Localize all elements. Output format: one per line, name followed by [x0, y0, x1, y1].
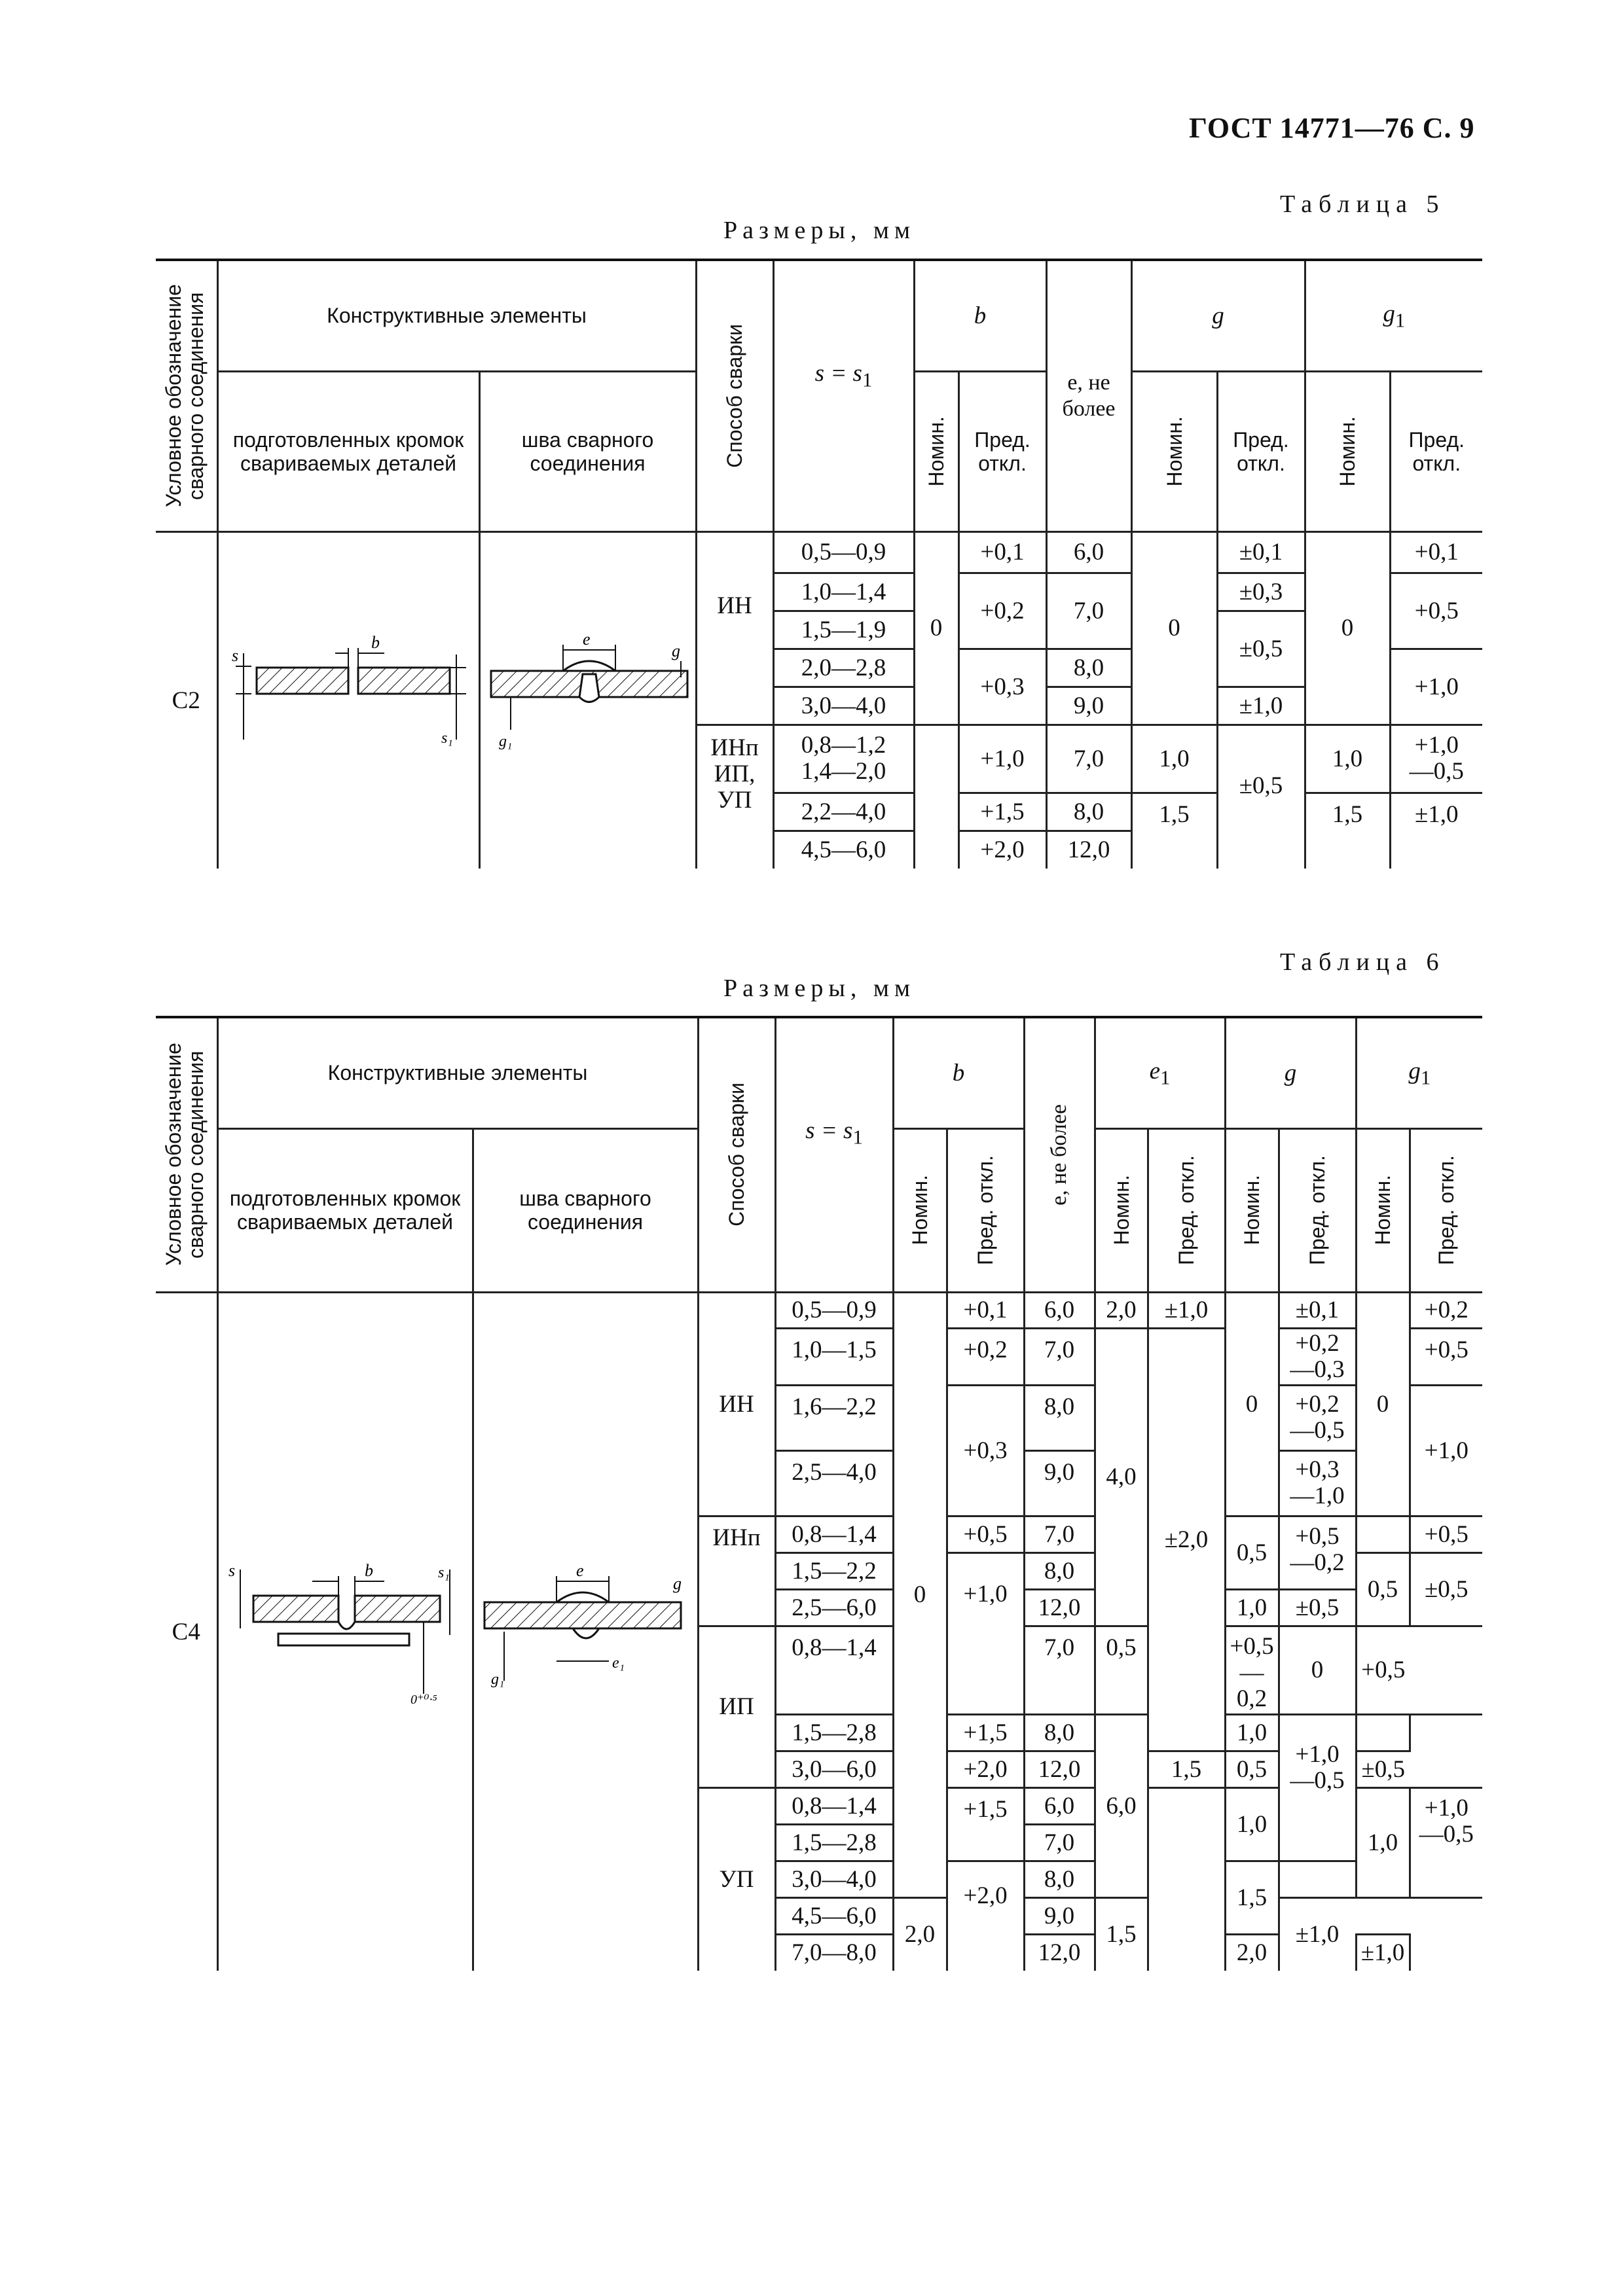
t6-g-dev: +1,0 —0,5 — [1279, 1714, 1356, 1861]
t6-g-nom: 1,0 — [1225, 1714, 1279, 1751]
t6-g-dev: +0,2 —0,3 — [1279, 1328, 1356, 1385]
t6-s-header: $s = s_1$ — [775, 1017, 893, 1292]
svg-text:g: g — [672, 1574, 682, 1594]
t6-e1-dev: ±1,0 — [1148, 1292, 1225, 1328]
t6-e: 12,0 — [1024, 1589, 1095, 1626]
t6-s-cell: 4,5—6,0 — [775, 1897, 893, 1934]
t5-b-dev: +0,3 — [958, 649, 1046, 725]
t6-g1-dev: +0,5 — [1410, 1328, 1482, 1385]
t6-weld-seam-header: шва сварного соединения — [473, 1128, 698, 1292]
t6-e: 8,0 — [1024, 1552, 1095, 1589]
t6-g-dev: ±0,1 — [1279, 1292, 1356, 1328]
t6-s-cell: 1,6—2,2 — [775, 1385, 893, 1450]
t5-b-dev: +1,0 — [958, 725, 1046, 793]
t6-prepared-drawing — [217, 1292, 473, 1971]
t6-e: 8,0 — [1024, 1385, 1095, 1450]
t5-e: 6,0 — [1046, 531, 1131, 573]
t5-g1-dev: +1,0 —0,5 — [1390, 725, 1482, 793]
t5-g-dev: ±1,0 — [1217, 687, 1305, 725]
t6-e: 8,0 — [1024, 1714, 1095, 1751]
svg-text:s₁: s₁ — [441, 730, 453, 747]
t6-prepared-edges-drawing — [227, 1550, 463, 1707]
t6-s-cell: 1,5—2,2 — [775, 1552, 893, 1589]
t6-weld-seam-drawing — [478, 1550, 694, 1707]
t6-method-header: Способ сварки — [698, 1017, 775, 1292]
t5-g1-nom: 0 — [1305, 531, 1390, 725]
svg-text:g₁: g₁ — [490, 1671, 504, 1689]
t6-g-nom: 1,5 — [1148, 1751, 1225, 1787]
t6-method-ip: ИП — [698, 1626, 775, 1787]
t6-g1-dev: +0,5 — [1410, 1516, 1482, 1552]
t6-s-cell: 3,0—4,0 — [775, 1861, 893, 1897]
table6-caption: Таблица 6 — [1280, 948, 1446, 976]
t6-b-dev: +1,5 — [947, 1714, 1024, 1751]
t6-g-dev: ±1,0 — [1356, 1934, 1410, 1971]
svg-text:s₁: s₁ — [438, 1564, 450, 1582]
t6-g1-nom: 0,5 — [1225, 1751, 1279, 1787]
t5-s-cell: 4,5—6,0 — [773, 831, 914, 869]
t6-g1-dev: +0,5 — [1356, 1626, 1410, 1714]
t6-b-dev: +1,0 — [947, 1552, 1024, 1714]
t5-g-dev: ±0,1 — [1217, 531, 1305, 573]
t6-structural-header: Конструктивные элементы — [217, 1017, 698, 1128]
t6-b-header: b — [893, 1017, 1024, 1128]
t5-g1-dev-header: Пред. откл. — [1390, 371, 1482, 531]
t6-g1-dev: ±0,5 — [1410, 1552, 1482, 1626]
t6-method-in: ИН — [698, 1292, 775, 1516]
t6-method-inp: ИНп — [698, 1516, 775, 1626]
t6-s-cell: 2,5—6,0 — [775, 1589, 893, 1626]
t5-weld-drawing — [479, 531, 696, 869]
t6-s-cell: 7,0—8,0 — [775, 1934, 893, 1971]
t6-g1-nom: 0,5 — [1356, 1552, 1410, 1626]
t5-b-dev: +2,0 — [958, 831, 1046, 869]
t6-g1-dev: +0,2 — [1410, 1292, 1482, 1328]
t6-prepared-edges-header: подготовленных кромок свариваемых деталей — [217, 1128, 473, 1292]
t6-method-up: УП — [698, 1787, 775, 1971]
t5-b-nom: 0 — [914, 531, 958, 725]
t6-g1-nom-blank — [1356, 1516, 1410, 1552]
t6-e: 12,0 — [1024, 1934, 1095, 1971]
t6-g1-nom-header: Номин. — [1356, 1128, 1410, 1292]
t5-designation-header: Условное обозначение сварного соединения — [156, 260, 217, 531]
t6-g1-dev: +1,0 —0,5 — [1410, 1787, 1482, 1897]
t5-e: 8,0 — [1046, 649, 1131, 687]
t5-structural-header: Конструктивные элементы — [217, 260, 696, 371]
t5-method-inp: ИНп ИП, УП — [696, 725, 773, 869]
svg-text:0⁺⁰·⁵: 0⁺⁰·⁵ — [410, 1693, 437, 1708]
svg-text:e: e — [582, 630, 591, 649]
t5-s-sub: 1 — [862, 368, 873, 391]
t6-weld-drawing — [473, 1292, 698, 1971]
t6-s-cell: 0,8—1,4 — [775, 1516, 893, 1552]
t6-e1-dev-header: Пред. откл. — [1148, 1128, 1225, 1292]
table5-caption: Таблица 5 — [1280, 190, 1446, 218]
page-header: ГОСТ 14771—76 С. 9 — [1189, 112, 1475, 144]
t6-e1-nom-header: Номин. — [1095, 1128, 1148, 1292]
t6-s-cell: 0,5—0,9 — [775, 1292, 893, 1328]
t6-g-nom: 1,0 — [1225, 1787, 1279, 1861]
t5-b-nom-lower — [914, 725, 958, 869]
svg-text:s: s — [228, 1561, 236, 1581]
t5-s-cell: 1,5—1,9 — [773, 611, 914, 649]
t5-b-nom-header: Номин. — [914, 371, 958, 531]
t6-e: 6,0 — [1024, 1292, 1095, 1328]
t5-s-cell: 0,5—0,9 — [773, 531, 914, 573]
t6-s-cell: 1,5—2,8 — [775, 1714, 893, 1751]
t6-g1-nom: 0 — [1279, 1626, 1356, 1714]
t5-g-nom: 1,5 — [1131, 793, 1217, 869]
t5-g-nom: 0 — [1131, 531, 1217, 725]
t5-b-dev-header: Пред. откл. — [958, 371, 1046, 531]
t5-b-dev: +0,2 — [958, 573, 1046, 649]
t5-weld-seam-drawing — [484, 625, 694, 769]
t6-g1-nom: 1,0 — [1356, 1787, 1410, 1897]
t5-g1-nom: 1,0 — [1305, 725, 1390, 793]
t6-e: 7,0 — [1024, 1328, 1095, 1385]
table5-units: Размеры, мм — [723, 217, 916, 244]
t6-g-dev-header: Пред. откл. — [1279, 1128, 1356, 1292]
t5-e-header: e, не более — [1046, 260, 1131, 531]
svg-text:g: g — [671, 641, 680, 661]
t6-s-cell: 0,8—1,4 — [775, 1626, 893, 1714]
t5-b-dev: +0,1 — [958, 531, 1046, 573]
t5-e: 7,0 — [1046, 725, 1131, 793]
t6-g-nom: 2,0 — [1225, 1934, 1279, 1971]
t5-g-dev: ±0,5 — [1217, 725, 1305, 869]
t5-b-header: b — [914, 260, 1046, 371]
t6-e1-dev: ±2,0 — [1148, 1328, 1225, 1751]
t5-s-cell: 2,2—4,0 — [773, 793, 914, 831]
t5-method-header: Способ сварки — [696, 260, 773, 531]
t6-b-dev: +2,0 — [947, 1861, 1024, 1971]
t6-b-nom-header: Номин. — [893, 1128, 947, 1292]
t6-e: 9,0 — [1024, 1450, 1095, 1516]
svg-text:e₁: e₁ — [611, 1655, 625, 1672]
t5-s-label: s = s — [814, 360, 862, 387]
t5-s-cell: 2,0—2,8 — [773, 649, 914, 687]
t5-g-dev: ±0,5 — [1217, 611, 1305, 687]
t6-b-dev: +0,3 — [947, 1385, 1024, 1516]
t6-designation-header: Условное обозначение сварного соединения — [156, 1017, 217, 1292]
t6-g-nom-header: Номин. — [1225, 1128, 1279, 1292]
t5-g1-dev: +1,0 — [1390, 649, 1482, 725]
t5-g-dev: ±0,3 — [1217, 573, 1305, 611]
t6-g-dev: +0,3 —1,0 — [1279, 1450, 1356, 1516]
t6-e1-header: $e_1$ — [1095, 1017, 1225, 1128]
t6-b-dev: +0,5 — [947, 1516, 1024, 1552]
t5-designation: С2 — [156, 531, 217, 869]
svg-text:b: b — [365, 1561, 373, 1581]
t6-b-dev: +1,5 — [947, 1787, 1024, 1861]
t6-g1-dev: ±0,5 — [1356, 1751, 1410, 1787]
t6-b-dev-header: Пред. откл. — [947, 1128, 1024, 1292]
t6-e: 8,0 — [1024, 1861, 1095, 1897]
t6-g-dev: +0,5 —0,2 — [1279, 1516, 1356, 1589]
t6-designation: С4 — [156, 1292, 217, 1971]
t6-g1-dev-header: Пред. откл. — [1410, 1128, 1482, 1292]
t6-s-cell: 2,5—4,0 — [775, 1450, 893, 1516]
t5-e: 9,0 — [1046, 687, 1131, 725]
t6-b-dev: +0,1 — [947, 1292, 1024, 1328]
t6-g-nom: 1,5 — [1225, 1861, 1279, 1934]
t6-s-cell: 0,8—1,4 — [775, 1787, 893, 1824]
t5-g1-nom: 1,5 — [1305, 793, 1390, 869]
svg-text:e: e — [575, 1561, 584, 1581]
t6-g-header: g — [1225, 1017, 1356, 1128]
t6-g-nom: 0,5 — [1095, 1626, 1148, 1714]
svg-text:s: s — [232, 646, 239, 666]
t5-g-nom-header: Номин. — [1131, 371, 1217, 531]
t5-prepared-edges-drawing — [230, 628, 466, 766]
t5-prepared-edges-header: подготовленных кромок свариваемых деталей — [217, 371, 479, 531]
t6-g1-dev-blank — [1410, 1714, 1482, 1751]
table5 — [156, 259, 1482, 869]
t6-e: 12,0 — [1024, 1751, 1095, 1787]
t5-g1-dev: +0,5 — [1390, 573, 1482, 649]
table6 — [156, 1016, 1482, 1971]
t5-s-cell: 0,8—1,2 1,4—2,0 — [773, 725, 914, 793]
t6-e: 9,0 — [1024, 1897, 1095, 1934]
t6-s-cell: 1,5—2,8 — [775, 1824, 893, 1861]
t6-e: 7,0 — [1024, 1626, 1095, 1714]
t5-prepared-drawing — [217, 531, 479, 869]
t6-b-nom: 2,0 — [893, 1897, 947, 1971]
t6-b-dev: +0,2 — [947, 1328, 1024, 1385]
t5-s-cell: 1,0—1,4 — [773, 573, 914, 611]
svg-text:b: b — [371, 633, 380, 653]
t6-g-dev: +0,5 —0,2 — [1225, 1626, 1279, 1714]
t6-b-dev: +2,0 — [947, 1751, 1024, 1787]
t6-g1-dev: ±1,0 — [1279, 1897, 1356, 1971]
t5-weld-seam-header: шва сварного соединения — [479, 371, 696, 531]
t6-g1-dev: +1,0 — [1410, 1385, 1482, 1516]
t6-g-dev: +0,2 —0,5 — [1279, 1385, 1356, 1450]
t6-b-nom: 0 — [893, 1292, 947, 1897]
t6-e: 6,0 — [1024, 1787, 1095, 1824]
t6-e: 7,0 — [1024, 1824, 1095, 1861]
t6-g-nom: 1,0 — [1225, 1589, 1279, 1626]
t6-g1-nom: 1,5 — [1095, 1897, 1148, 1971]
t6-e1-nom: 6,0 — [1095, 1714, 1148, 1897]
t6-s-cell: 1,0—1,5 — [775, 1328, 893, 1385]
t5-e: 12,0 — [1046, 831, 1131, 869]
t6-e1-nom: 2,0 — [1095, 1292, 1148, 1328]
t5-g-nom: 1,0 — [1131, 725, 1217, 793]
t6-g1-nom: 0 — [1356, 1292, 1410, 1516]
t5-g1-nom-header: Номин. — [1305, 371, 1390, 531]
table6-units: Размеры, мм — [723, 975, 916, 1002]
t6-g-dev: ±0,5 — [1279, 1589, 1356, 1626]
t5-s-header — [773, 260, 914, 531]
t5-g1-dev: +0,1 — [1390, 531, 1482, 573]
t5-e: 7,0 — [1046, 573, 1131, 649]
t5-e: 8,0 — [1046, 793, 1131, 831]
t6-e1-dev-blank — [1148, 1787, 1225, 1971]
t6-g-nom: 0,5 — [1225, 1516, 1279, 1589]
svg-text:g₁: g₁ — [498, 733, 512, 751]
t6-g1-header: $g_1$ — [1356, 1017, 1482, 1128]
t5-method-in: ИН — [696, 531, 773, 725]
t5-g1-dev: ±1,0 — [1390, 793, 1482, 869]
t6-e1-nom: 4,0 — [1095, 1328, 1148, 1626]
t5-g-dev-header: Пред. откл. — [1217, 371, 1305, 531]
t5-g1-header: $g_1$ — [1305, 260, 1482, 371]
t6-s-cell: 3,0—6,0 — [775, 1751, 893, 1787]
t6-e-header: e, не более — [1024, 1017, 1095, 1292]
t6-g-nom: 0 — [1225, 1292, 1279, 1516]
t6-g1-nom-blank — [1356, 1714, 1410, 1751]
t5-s-cell: 3,0—4,0 — [773, 687, 914, 725]
t6-e: 7,0 — [1024, 1516, 1095, 1552]
t5-g-header: g — [1131, 260, 1305, 371]
t5-b-dev: +1,5 — [958, 793, 1046, 831]
